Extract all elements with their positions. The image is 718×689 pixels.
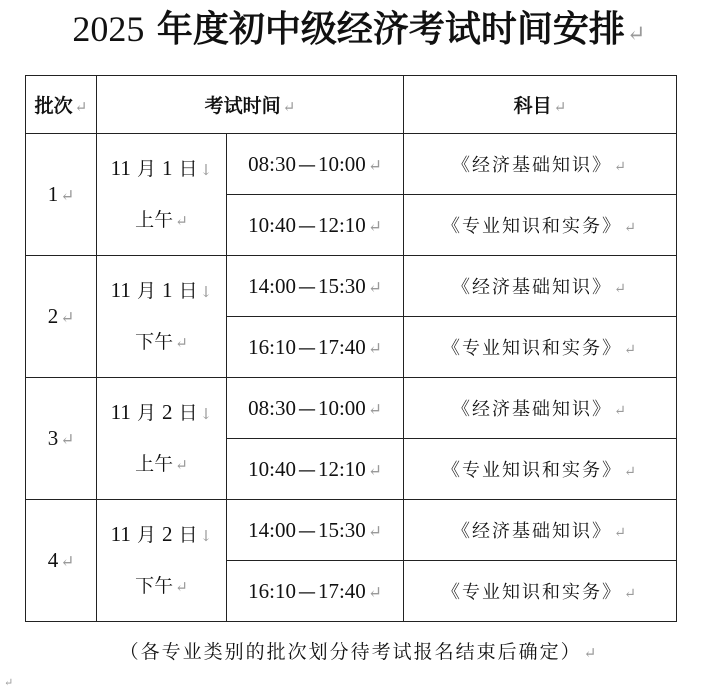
paragraph-mark-icon: ↵ <box>367 582 382 602</box>
paragraph-mark-icon: ↵ <box>623 464 639 480</box>
date-line <box>111 524 213 546</box>
period-line <box>97 318 226 367</box>
footnote-text: （各专业类别的批次划分待考试报名结束后确定） <box>119 641 582 663</box>
time-dash: — <box>297 337 316 359</box>
exam-schedule-table <box>25 75 677 622</box>
subject-name: 《专业知识和实务》 <box>441 460 622 481</box>
date-month: 11 <box>110 156 131 180</box>
date-day: 2 <box>162 522 173 546</box>
paragraph-mark-icon: ↵ <box>175 334 188 352</box>
paragraph-mark-icon: ↵ <box>367 338 382 358</box>
batch-cell <box>26 134 97 256</box>
time-end: 15:30 <box>317 273 366 298</box>
paragraph-mark-icon: ↵ <box>367 155 382 175</box>
time-end: 10:00 <box>317 395 366 420</box>
paragraph-mark-icon: ↵ <box>367 277 382 297</box>
date-day: 1 <box>162 278 173 302</box>
time-start: 14:00 <box>248 273 296 298</box>
line-break-mark-icon: ↓ <box>199 283 213 301</box>
time-dash: — <box>297 459 316 481</box>
time-start: 10:40 <box>248 212 296 237</box>
time-end: 17:40 <box>317 334 366 359</box>
corner-mark-icon: ↵ <box>4 676 14 689</box>
line-break-mark-icon: ↓ <box>199 527 213 545</box>
time-start: 10:40 <box>248 456 296 481</box>
period-line <box>97 440 226 489</box>
paragraph-mark-icon: ↵ <box>583 644 599 662</box>
paragraph-mark-icon: ↵ <box>60 186 75 205</box>
date-cell <box>97 256 227 378</box>
date-cell <box>97 378 227 500</box>
paragraph-mark-icon: ↵ <box>175 456 188 474</box>
date-month-unit: 月 <box>136 280 156 302</box>
date-line <box>111 280 213 302</box>
time-dash: — <box>297 154 316 176</box>
subject-cell <box>404 439 677 500</box>
paragraph-mark-icon: ↵ <box>367 216 382 236</box>
date-cell <box>97 134 227 256</box>
time-start: 08:30 <box>248 151 296 176</box>
subject-cell <box>404 256 677 317</box>
date-period: 上午 <box>135 209 174 231</box>
paragraph-mark-icon: ↵ <box>613 403 629 419</box>
paragraph-mark-icon: ↵ <box>623 220 639 236</box>
time-cell <box>227 500 404 561</box>
batch-cell <box>26 378 97 500</box>
subject-cell <box>404 561 677 622</box>
table-row <box>26 256 677 317</box>
paragraph-mark-icon: ↵ <box>623 586 639 602</box>
table-row <box>26 134 677 195</box>
subject-cell <box>404 500 677 561</box>
date-day: 1 <box>162 156 173 180</box>
title-year: 2025 <box>72 9 145 49</box>
time-start: 14:00 <box>248 517 296 542</box>
subject-name: 《经济基础知识》 <box>451 521 612 542</box>
time-end: 10:00 <box>317 151 366 176</box>
date-month-unit: 月 <box>136 158 156 180</box>
title-text: 年度初中级经济考试时间安排 <box>156 8 625 50</box>
subject-cell <box>404 317 677 378</box>
period-line <box>97 562 226 611</box>
subject-name: 《经济基础知识》 <box>451 277 612 298</box>
time-end: 12:10 <box>317 212 366 237</box>
subject-cell <box>404 134 677 195</box>
subject-name: 《专业知识和实务》 <box>441 582 622 603</box>
time-cell <box>227 134 404 195</box>
batch-number: 2 <box>47 304 59 328</box>
batch-cell <box>26 500 97 622</box>
time-dash: — <box>297 398 316 420</box>
batch-number: 3 <box>47 426 59 450</box>
time-dash: — <box>297 215 316 237</box>
paragraph-mark-icon: ↵ <box>613 525 629 541</box>
date-month: 11 <box>110 400 131 424</box>
date-month: 11 <box>110 278 131 302</box>
time-dash: — <box>297 276 316 298</box>
table-row <box>26 378 677 439</box>
subject-name: 《经济基础知识》 <box>451 399 612 420</box>
time-cell <box>227 256 404 317</box>
time-dash: — <box>297 520 316 542</box>
time-cell <box>227 317 404 378</box>
footnote <box>0 637 718 664</box>
paragraph-mark-icon: ↵ <box>623 342 639 358</box>
time-dash: — <box>297 581 316 603</box>
table-row <box>26 500 677 561</box>
table-header-row <box>26 76 677 134</box>
time-cell <box>227 561 404 622</box>
date-day-unit: 日 <box>178 524 198 546</box>
paragraph-mark-icon: ↵ <box>175 578 188 596</box>
paragraph-mark-icon: ↵ <box>613 159 629 175</box>
subject-name: 《专业知识和实务》 <box>441 216 622 237</box>
header-exam-time: 考试时间 ↵ <box>97 76 404 134</box>
date-day: 2 <box>162 400 173 424</box>
document-title <box>0 6 718 57</box>
paragraph-mark-icon: ↵ <box>367 399 382 419</box>
paragraph-mark-icon: ↵ <box>60 430 75 449</box>
date-period: 上午 <box>135 453 174 475</box>
line-break-mark-icon: ↓ <box>199 161 213 179</box>
time-end: 15:30 <box>317 517 366 542</box>
paragraph-mark-icon: ↵ <box>367 460 382 480</box>
time-end: 17:40 <box>317 578 366 603</box>
subject-cell <box>404 378 677 439</box>
date-period: 下午 <box>135 575 174 597</box>
paragraph-mark-icon: ↵ <box>175 212 188 230</box>
paragraph-mark-icon: ↵ <box>60 308 75 327</box>
date-cell <box>97 500 227 622</box>
date-month-unit: 月 <box>136 402 156 424</box>
date-month: 11 <box>110 522 131 546</box>
paragraph-mark-icon: ↵ <box>626 21 646 47</box>
time-cell <box>227 195 404 256</box>
time-cell <box>227 439 404 500</box>
time-end: 12:10 <box>317 456 366 481</box>
subject-name: 《专业知识和实务》 <box>441 338 622 359</box>
time-start: 08:30 <box>248 395 296 420</box>
paragraph-mark-icon: ↵ <box>367 521 382 541</box>
header-batch: 批次 ↵ <box>26 76 97 134</box>
line-break-mark-icon: ↓ <box>199 405 213 423</box>
batch-cell <box>26 256 97 378</box>
time-cell <box>227 378 404 439</box>
header-subject: 科目 ↵ <box>404 76 677 134</box>
time-start: 16:10 <box>248 334 296 359</box>
date-day-unit: 日 <box>178 402 198 424</box>
time-start: 16:10 <box>248 578 296 603</box>
date-month-unit: 月 <box>136 524 156 546</box>
date-period: 下午 <box>135 331 174 353</box>
batch-number: 1 <box>47 182 59 206</box>
period-line <box>97 196 226 245</box>
subject-name: 《经济基础知识》 <box>451 155 612 176</box>
date-day-unit: 日 <box>178 280 198 302</box>
paragraph-mark-icon: ↵ <box>613 281 629 297</box>
batch-number: 4 <box>47 548 59 572</box>
subject-cell <box>404 195 677 256</box>
paragraph-mark-icon: ↵ <box>60 552 75 571</box>
date-line <box>111 402 213 424</box>
date-day-unit: 日 <box>178 158 198 180</box>
date-line <box>111 158 213 180</box>
